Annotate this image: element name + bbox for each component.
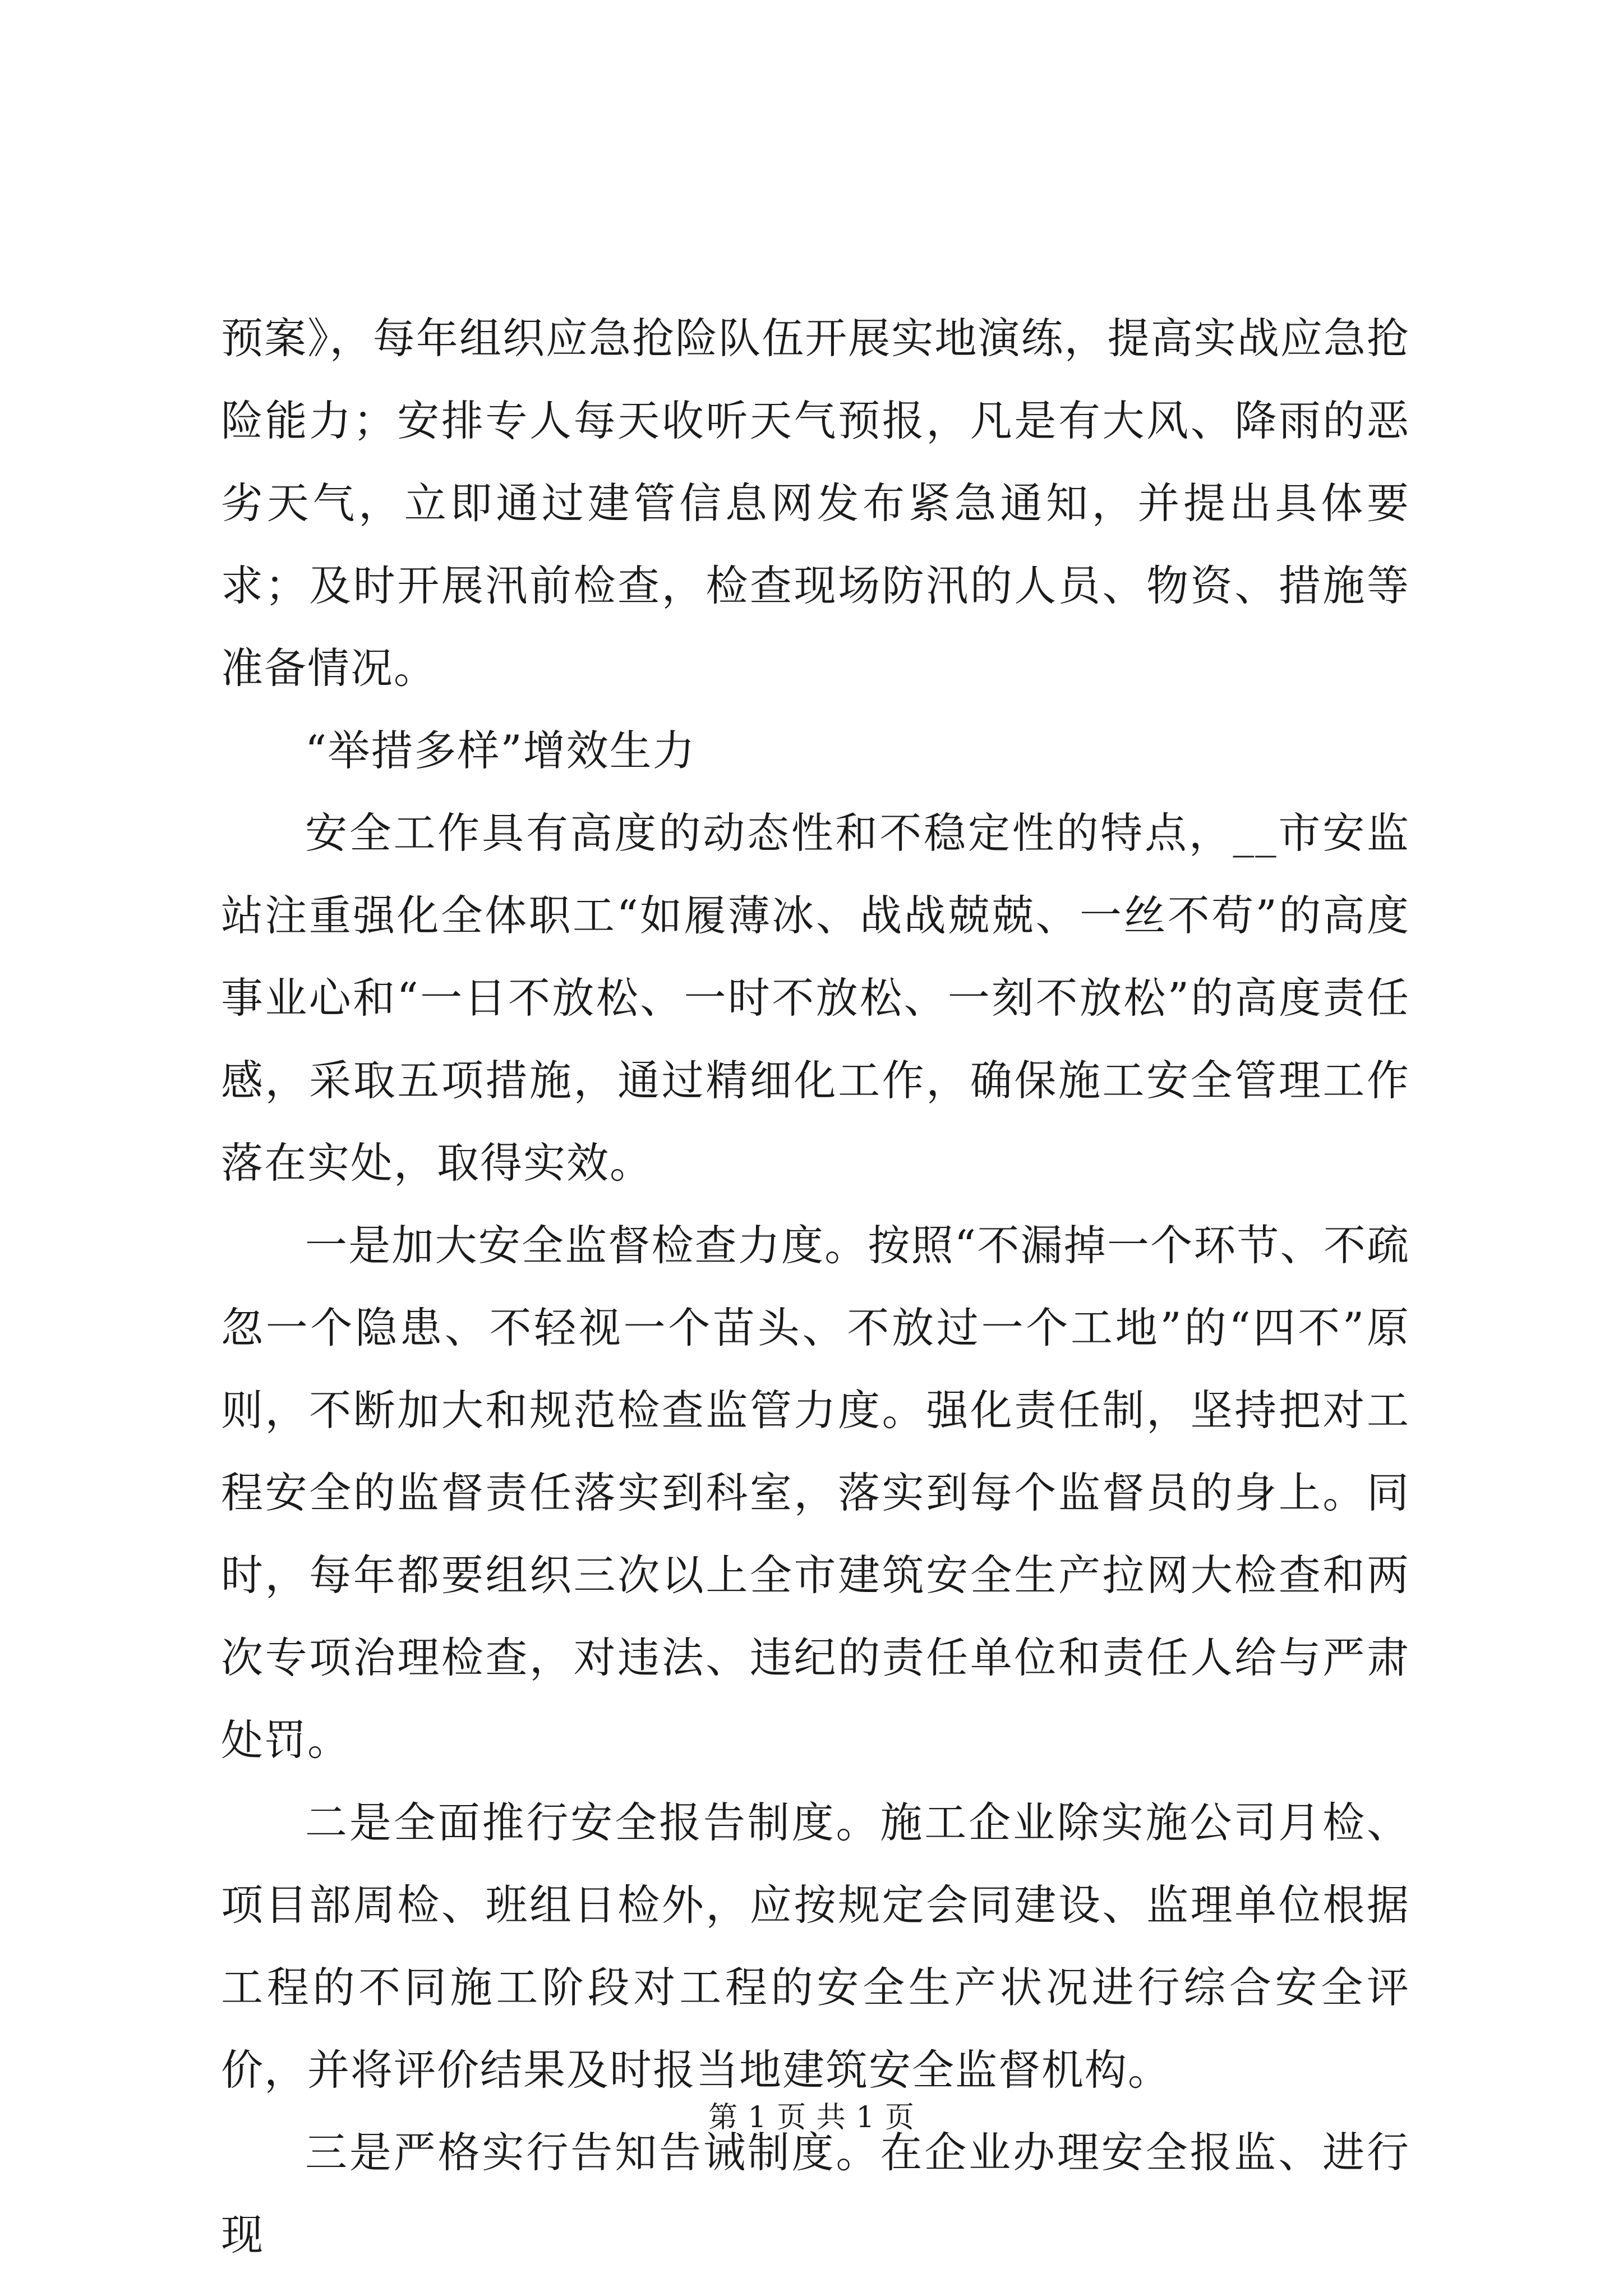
section-heading: “举措多样”增效生力 [305, 726, 696, 775]
paragraph-measure-three: 三是严格实行告知告诫制度。在企业办理安全报监、进行现 [221, 2128, 1410, 2260]
paragraph-intro: 安全工作具有高度的动态性和不稳定性的特点，__市安监站注重强化全体职工“如履薄冰、战战兢兢、一丝不苟”的高度事业心和“一日不放松、一时不放松、一刻不放松”的高度责任感，采取五项措施，通过精细化工作，确保施工安全管理工作落在实处，取得实效。 [221, 808, 1410, 1188]
page-footer: 第 1 页 共 1 页 [708, 2101, 915, 2134]
paragraph-measure-two: 二是全面推行安全报告制度。施工企业除实施公司月检、项目部周检、班组日检外，应按规定会同建设、监理单位根据工程的不同施工阶段对工程的安全生产状况进行综合安全评价，并将评价结果及时报当地建筑安全监督机构。 [221, 1798, 1410, 2095]
paragraph-continuation: 预案》，每年组织应急抢险队伍开展实地演练，提高实战应急抢险能力；安排专人每天收听天气预报，凡是有大风、降雨的恶劣天气，立即通过建管信息网发布紧急通知，并提出具体要求；及时开展汛前检查，检查现场防汛的人员、物资、措施等准备情况。 [221, 314, 1410, 693]
document-body [221, 297, 1410, 2276]
paragraph-measure-one: 一是加大安全监督检查力度。按照“不漏掉一个环节、不疏忽一个隐患、不轻视一个苗头、不放过一个工地”的“四不”原则，不断加大和规范检查监管力度。强化责任制，坚持把对工程安全的监督责任落实到科室，落实到每个监督员的身上。同时，每年都要组织三次以上全市建筑安全生产拉网大检查和两次专项治理检查，对违法、违纪的责任单位和责任人给与严肃处罚。 [221, 1221, 1410, 1765]
